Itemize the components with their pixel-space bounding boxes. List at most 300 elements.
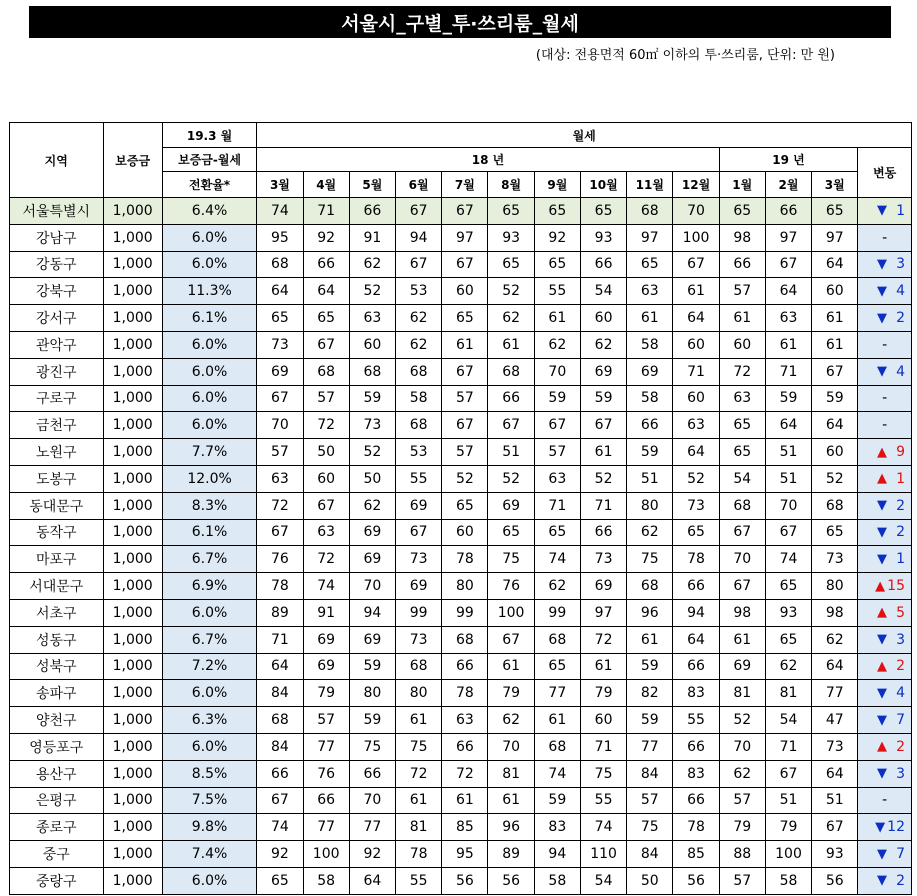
rent-cell: 51 — [812, 787, 858, 814]
conversion-rate-cell: 7.4% — [162, 841, 257, 868]
rent-cell: 68 — [534, 626, 580, 653]
deposit-cell: 1,000 — [103, 680, 162, 707]
rent-cell: 69 — [257, 358, 303, 385]
rent-cell: 61 — [719, 626, 765, 653]
rent-cell: 56 — [488, 867, 534, 894]
triangle-up-icon: ▲ — [877, 739, 887, 755]
table-row — [10, 787, 912, 814]
change-value: 12 — [887, 819, 905, 836]
rent-cell: 75 — [349, 733, 395, 760]
rent-cell: 71 — [257, 626, 303, 653]
rent-cell: 74 — [580, 814, 626, 841]
change-cell — [858, 385, 912, 412]
rent-cell: 65 — [488, 198, 534, 225]
rent-cell: 62 — [349, 492, 395, 519]
rent-cell: 69 — [303, 653, 349, 680]
header-month: 1월 — [719, 172, 765, 198]
rent-cell: 77 — [534, 680, 580, 707]
rent-cell: 64 — [812, 760, 858, 787]
rent-cell: 55 — [396, 867, 442, 894]
region-cell: 용산구 — [10, 760, 104, 787]
rent-cell: 97 — [812, 224, 858, 251]
region-cell: 영등포구 — [10, 733, 104, 760]
rent-cell: 61 — [627, 626, 673, 653]
rent-cell: 64 — [812, 251, 858, 278]
rent-cell: 64 — [812, 412, 858, 439]
rent-cell: 60 — [442, 278, 488, 305]
change-value: 4 — [896, 283, 905, 300]
rent-cell: 67 — [396, 251, 442, 278]
change-value: 2 — [896, 738, 905, 755]
rent-cell: 88 — [719, 841, 765, 868]
rent-cell: 70 — [349, 573, 395, 600]
change-cell — [858, 251, 912, 278]
rent-cell: 60 — [303, 465, 349, 492]
deposit-cell: 1,000 — [103, 305, 162, 332]
rent-cell: 67 — [673, 251, 719, 278]
rent-cell: 68 — [396, 653, 442, 680]
region-cell: 서울특별시 — [10, 198, 104, 225]
rent-cell: 71 — [765, 733, 811, 760]
rent-cell: 51 — [627, 465, 673, 492]
rent-cell: 56 — [673, 867, 719, 894]
rent-cell: 65 — [488, 251, 534, 278]
rent-cell: 84 — [627, 841, 673, 868]
triangle-down-icon: ▼ — [877, 498, 887, 514]
conversion-rate-cell: 6.0% — [162, 733, 257, 760]
header-month: 7월 — [442, 172, 488, 198]
triangle-up-icon: ▲ — [877, 658, 887, 674]
rent-cell: 79 — [488, 680, 534, 707]
rent-cell: 69 — [396, 492, 442, 519]
rent-cell: 78 — [442, 680, 488, 707]
triangle-down-icon: ▼ — [877, 364, 887, 380]
change-value: 1 — [896, 470, 905, 487]
deposit-cell: 1,000 — [103, 519, 162, 546]
rent-cell: 52 — [349, 278, 395, 305]
rent-cell: 85 — [673, 841, 719, 868]
rent-cell: 65 — [534, 653, 580, 680]
rent-cell: 65 — [534, 519, 580, 546]
rent-cell: 52 — [580, 465, 626, 492]
rent-cell: 61 — [488, 331, 534, 358]
rent-cell: 96 — [627, 599, 673, 626]
rent-cell: 74 — [257, 198, 303, 225]
rent-cell: 59 — [627, 707, 673, 734]
rent-cell: 92 — [349, 841, 395, 868]
rent-cell: 75 — [396, 733, 442, 760]
table-row — [10, 278, 912, 305]
rent-cell: 53 — [396, 439, 442, 466]
rent-cell: 64 — [349, 867, 395, 894]
rent-cell: 67 — [488, 412, 534, 439]
rent-cell: 65 — [257, 867, 303, 894]
rent-cell: 62 — [488, 305, 534, 332]
change-cell — [858, 814, 912, 841]
rent-cell: 99 — [534, 599, 580, 626]
rent-cell: 65 — [765, 626, 811, 653]
rent-cell: 66 — [349, 760, 395, 787]
rent-cell: 85 — [442, 814, 488, 841]
rent-cell: 97 — [442, 224, 488, 251]
rent-cell: 67 — [580, 412, 626, 439]
rent-cell: 69 — [580, 573, 626, 600]
rent-cell: 70 — [257, 412, 303, 439]
rent-cell: 59 — [349, 385, 395, 412]
header-rent: 월세 — [257, 123, 912, 148]
rent-cell: 68 — [396, 412, 442, 439]
rent-cell: 73 — [673, 492, 719, 519]
rent-cell: 83 — [673, 680, 719, 707]
rent-cell: 98 — [719, 599, 765, 626]
table-subtitle: (대상: 전용면적 60㎡ 이하의 투·쓰리룸, 단위: 만 원) — [535, 48, 835, 63]
deposit-cell: 1,000 — [103, 358, 162, 385]
rent-cell: 89 — [257, 599, 303, 626]
rent-cell: 57 — [534, 439, 580, 466]
rent-cell: 67 — [303, 331, 349, 358]
triangle-down-icon: ▼ — [877, 551, 887, 567]
no-change-value: - — [882, 336, 888, 353]
conversion-rate-cell: 8.3% — [162, 492, 257, 519]
rent-cell: 60 — [673, 331, 719, 358]
region-cell: 노원구 — [10, 439, 104, 466]
change-cell — [858, 278, 912, 305]
rent-cell: 71 — [765, 358, 811, 385]
region-cell: 강북구 — [10, 278, 104, 305]
rent-cell: 60 — [812, 439, 858, 466]
rent-cell: 65 — [442, 492, 488, 519]
rent-cell: 52 — [673, 465, 719, 492]
rent-cell: 93 — [488, 224, 534, 251]
rent-cell: 59 — [534, 385, 580, 412]
rent-cell: 61 — [396, 707, 442, 734]
rent-cell: 62 — [534, 573, 580, 600]
rent-cell: 73 — [812, 546, 858, 573]
table-row — [10, 492, 912, 519]
region-cell: 서대문구 — [10, 573, 104, 600]
table-row — [10, 198, 912, 225]
rent-cell: 57 — [719, 278, 765, 305]
header-month: 3월 — [812, 172, 858, 198]
rent-cell: 66 — [303, 251, 349, 278]
rent-cell: 54 — [765, 707, 811, 734]
rent-cell: 77 — [812, 680, 858, 707]
rent-cell: 67 — [812, 358, 858, 385]
rent-cell: 69 — [627, 358, 673, 385]
rent-cell: 64 — [257, 653, 303, 680]
change-cell — [858, 439, 912, 466]
rent-cell: 66 — [673, 787, 719, 814]
header-year-19: 19 년 — [719, 148, 858, 172]
rent-cell: 77 — [349, 814, 395, 841]
rent-cell: 71 — [673, 358, 719, 385]
rent-cell: 69 — [488, 492, 534, 519]
triangle-down-icon: ▼ — [877, 632, 887, 648]
rent-cell: 62 — [765, 653, 811, 680]
rent-cell: 92 — [534, 224, 580, 251]
header-conv-line1: 19.3 월 — [162, 123, 257, 148]
table-row — [10, 707, 912, 734]
change-cell — [858, 760, 912, 787]
deposit-cell: 1,000 — [103, 198, 162, 225]
table-row — [10, 653, 912, 680]
rent-cell: 100 — [488, 599, 534, 626]
rent-cell: 69 — [719, 653, 765, 680]
conversion-rate-cell: 6.3% — [162, 707, 257, 734]
change-value: 9 — [896, 444, 905, 461]
header-month: 11월 — [627, 172, 673, 198]
rent-cell: 53 — [396, 278, 442, 305]
rent-cell: 65 — [627, 251, 673, 278]
rent-cell: 66 — [719, 251, 765, 278]
rent-cell: 100 — [673, 224, 719, 251]
region-cell: 중랑구 — [10, 867, 104, 894]
rent-cell: 99 — [396, 599, 442, 626]
rent-cell: 60 — [442, 519, 488, 546]
triangle-down-icon: ▼ — [877, 685, 887, 701]
table-row — [10, 814, 912, 841]
rent-cell: 68 — [257, 707, 303, 734]
change-cell — [858, 653, 912, 680]
rent-cell: 94 — [534, 841, 580, 868]
rent-cell: 62 — [627, 519, 673, 546]
rent-cell: 68 — [488, 358, 534, 385]
rent-cell: 66 — [488, 385, 534, 412]
conversion-rate-cell: 8.5% — [162, 760, 257, 787]
rent-cell: 64 — [765, 412, 811, 439]
region-cell: 마포구 — [10, 546, 104, 573]
rent-cell: 76 — [488, 573, 534, 600]
rent-cell: 73 — [396, 626, 442, 653]
rent-cell: 64 — [303, 278, 349, 305]
region-cell: 성동구 — [10, 626, 104, 653]
change-cell — [858, 519, 912, 546]
deposit-cell: 1,000 — [103, 278, 162, 305]
conversion-rate-cell: 11.3% — [162, 278, 257, 305]
conversion-rate-cell: 6.0% — [162, 331, 257, 358]
region-cell: 관악구 — [10, 331, 104, 358]
rent-cell: 58 — [303, 867, 349, 894]
rent-cell: 99 — [442, 599, 488, 626]
rent-cell: 84 — [257, 733, 303, 760]
rent-cell: 66 — [442, 653, 488, 680]
change-value: 7 — [896, 712, 905, 729]
rent-cell: 69 — [349, 626, 395, 653]
table-row — [10, 305, 912, 332]
rent-cell: 80 — [396, 680, 442, 707]
header-month: 9월 — [534, 172, 580, 198]
rent-cell: 65 — [534, 251, 580, 278]
rent-cell: 67 — [257, 787, 303, 814]
rent-cell: 57 — [257, 439, 303, 466]
rent-cell: 61 — [580, 439, 626, 466]
rent-table — [9, 122, 912, 895]
rent-cell: 83 — [534, 814, 580, 841]
rent-cell: 59 — [627, 439, 673, 466]
rent-cell: 94 — [673, 599, 719, 626]
header-month: 10월 — [580, 172, 626, 198]
rent-cell: 78 — [257, 573, 303, 600]
conversion-rate-cell: 7.5% — [162, 787, 257, 814]
table-row — [10, 760, 912, 787]
rent-cell: 61 — [812, 331, 858, 358]
change-value: 2 — [896, 524, 905, 541]
table-row — [10, 867, 912, 894]
rent-cell: 63 — [257, 465, 303, 492]
triangle-down-icon: ▼ — [875, 819, 886, 835]
change-value: 1 — [896, 551, 905, 568]
region-cell: 강남구 — [10, 224, 104, 251]
rent-cell: 61 — [488, 787, 534, 814]
rent-cell: 60 — [719, 331, 765, 358]
change-value: 4 — [896, 363, 905, 380]
rent-cell: 97 — [580, 599, 626, 626]
rent-cell: 95 — [257, 224, 303, 251]
rent-cell: 73 — [580, 546, 626, 573]
rent-cell: 66 — [303, 787, 349, 814]
change-value: 2 — [896, 658, 905, 675]
rent-cell: 59 — [580, 385, 626, 412]
conversion-rate-cell: 6.1% — [162, 519, 257, 546]
region-cell: 도봉구 — [10, 465, 104, 492]
rent-cell: 67 — [303, 492, 349, 519]
deposit-cell: 1,000 — [103, 787, 162, 814]
rent-cell: 63 — [303, 519, 349, 546]
rent-cell: 68 — [812, 492, 858, 519]
rent-cell: 97 — [765, 224, 811, 251]
rent-cell: 74 — [534, 760, 580, 787]
rent-cell: 65 — [580, 198, 626, 225]
rent-cell: 61 — [488, 653, 534, 680]
rent-cell: 68 — [303, 358, 349, 385]
header-month: 8월 — [488, 172, 534, 198]
rent-cell: 74 — [303, 573, 349, 600]
rent-cell: 69 — [580, 358, 626, 385]
triangle-down-icon: ▼ — [877, 256, 887, 272]
conversion-rate-cell: 6.0% — [162, 224, 257, 251]
header-month: 4월 — [303, 172, 349, 198]
rent-cell: 61 — [396, 787, 442, 814]
deposit-cell: 1,000 — [103, 492, 162, 519]
rent-cell: 60 — [580, 707, 626, 734]
table-row — [10, 626, 912, 653]
rent-cell: 89 — [488, 841, 534, 868]
change-value: 4 — [896, 685, 905, 702]
region-cell: 강서구 — [10, 305, 104, 332]
triangle-down-icon: ▼ — [877, 766, 887, 782]
rent-cell: 61 — [442, 787, 488, 814]
rent-cell: 64 — [673, 305, 719, 332]
rent-cell: 64 — [257, 278, 303, 305]
deposit-cell: 1,000 — [103, 385, 162, 412]
deposit-cell: 1,000 — [103, 412, 162, 439]
triangle-up-icon: ▲ — [877, 471, 887, 487]
header-month: 12월 — [673, 172, 719, 198]
table-title: 서울시_구별_투·쓰리룸_월세 — [29, 6, 891, 38]
triangle-down-icon: ▼ — [877, 846, 887, 862]
deposit-cell: 1,000 — [103, 573, 162, 600]
change-cell — [858, 680, 912, 707]
rent-cell: 110 — [580, 841, 626, 868]
rent-cell: 80 — [627, 492, 673, 519]
deposit-cell: 1,000 — [103, 626, 162, 653]
region-cell: 양천구 — [10, 707, 104, 734]
no-change-value: - — [882, 792, 888, 809]
rent-cell: 55 — [396, 465, 442, 492]
rent-cell: 55 — [534, 278, 580, 305]
rent-cell: 55 — [580, 787, 626, 814]
deposit-cell: 1,000 — [103, 760, 162, 787]
conversion-rate-cell: 9.8% — [162, 814, 257, 841]
rent-cell: 93 — [580, 224, 626, 251]
change-value: 3 — [896, 631, 905, 648]
triangle-up-icon: ▲ — [877, 444, 887, 460]
rent-cell: 72 — [442, 760, 488, 787]
table-body — [10, 198, 912, 895]
rent-cell: 51 — [765, 787, 811, 814]
table-row — [10, 331, 912, 358]
table-row — [10, 733, 912, 760]
region-cell: 광진구 — [10, 358, 104, 385]
conversion-rate-cell: 6.0% — [162, 599, 257, 626]
rent-cell: 58 — [627, 385, 673, 412]
rent-cell: 67 — [396, 519, 442, 546]
rent-cell: 59 — [534, 787, 580, 814]
rent-cell: 50 — [627, 867, 673, 894]
rent-cell: 67 — [257, 519, 303, 546]
rent-cell: 82 — [627, 680, 673, 707]
rent-cell: 67 — [812, 814, 858, 841]
conversion-rate-cell: 7.7% — [162, 439, 257, 466]
rent-cell: 77 — [303, 733, 349, 760]
rent-cell: 68 — [442, 626, 488, 653]
rent-cell: 62 — [580, 331, 626, 358]
change-cell — [858, 733, 912, 760]
region-cell: 중구 — [10, 841, 104, 868]
table-row — [10, 519, 912, 546]
rent-cell: 66 — [257, 760, 303, 787]
rent-cell: 67 — [719, 519, 765, 546]
header-month: 3월 — [257, 172, 303, 198]
rent-cell: 67 — [719, 573, 765, 600]
rent-cell: 72 — [257, 492, 303, 519]
rent-cell: 78 — [673, 546, 719, 573]
rent-cell: 67 — [488, 626, 534, 653]
rent-cell: 62 — [534, 331, 580, 358]
table-row — [10, 412, 912, 439]
header-month: 2월 — [765, 172, 811, 198]
rent-cell: 60 — [812, 278, 858, 305]
rent-cell: 62 — [488, 707, 534, 734]
table-row — [10, 465, 912, 492]
rent-cell: 55 — [673, 707, 719, 734]
region-cell: 서초구 — [10, 599, 104, 626]
rent-cell: 66 — [349, 198, 395, 225]
rent-cell: 68 — [257, 251, 303, 278]
table-row — [10, 573, 912, 600]
rent-cell: 58 — [627, 331, 673, 358]
rent-cell: 63 — [349, 305, 395, 332]
rent-cell: 78 — [673, 814, 719, 841]
rent-cell: 59 — [349, 707, 395, 734]
triangle-down-icon: ▼ — [877, 873, 887, 889]
region-cell: 동대문구 — [10, 492, 104, 519]
change-value: 2 — [896, 872, 905, 889]
change-cell — [858, 305, 912, 332]
rent-cell: 64 — [765, 278, 811, 305]
header-deposit: 보증금 — [103, 123, 162, 198]
table-row — [10, 385, 912, 412]
